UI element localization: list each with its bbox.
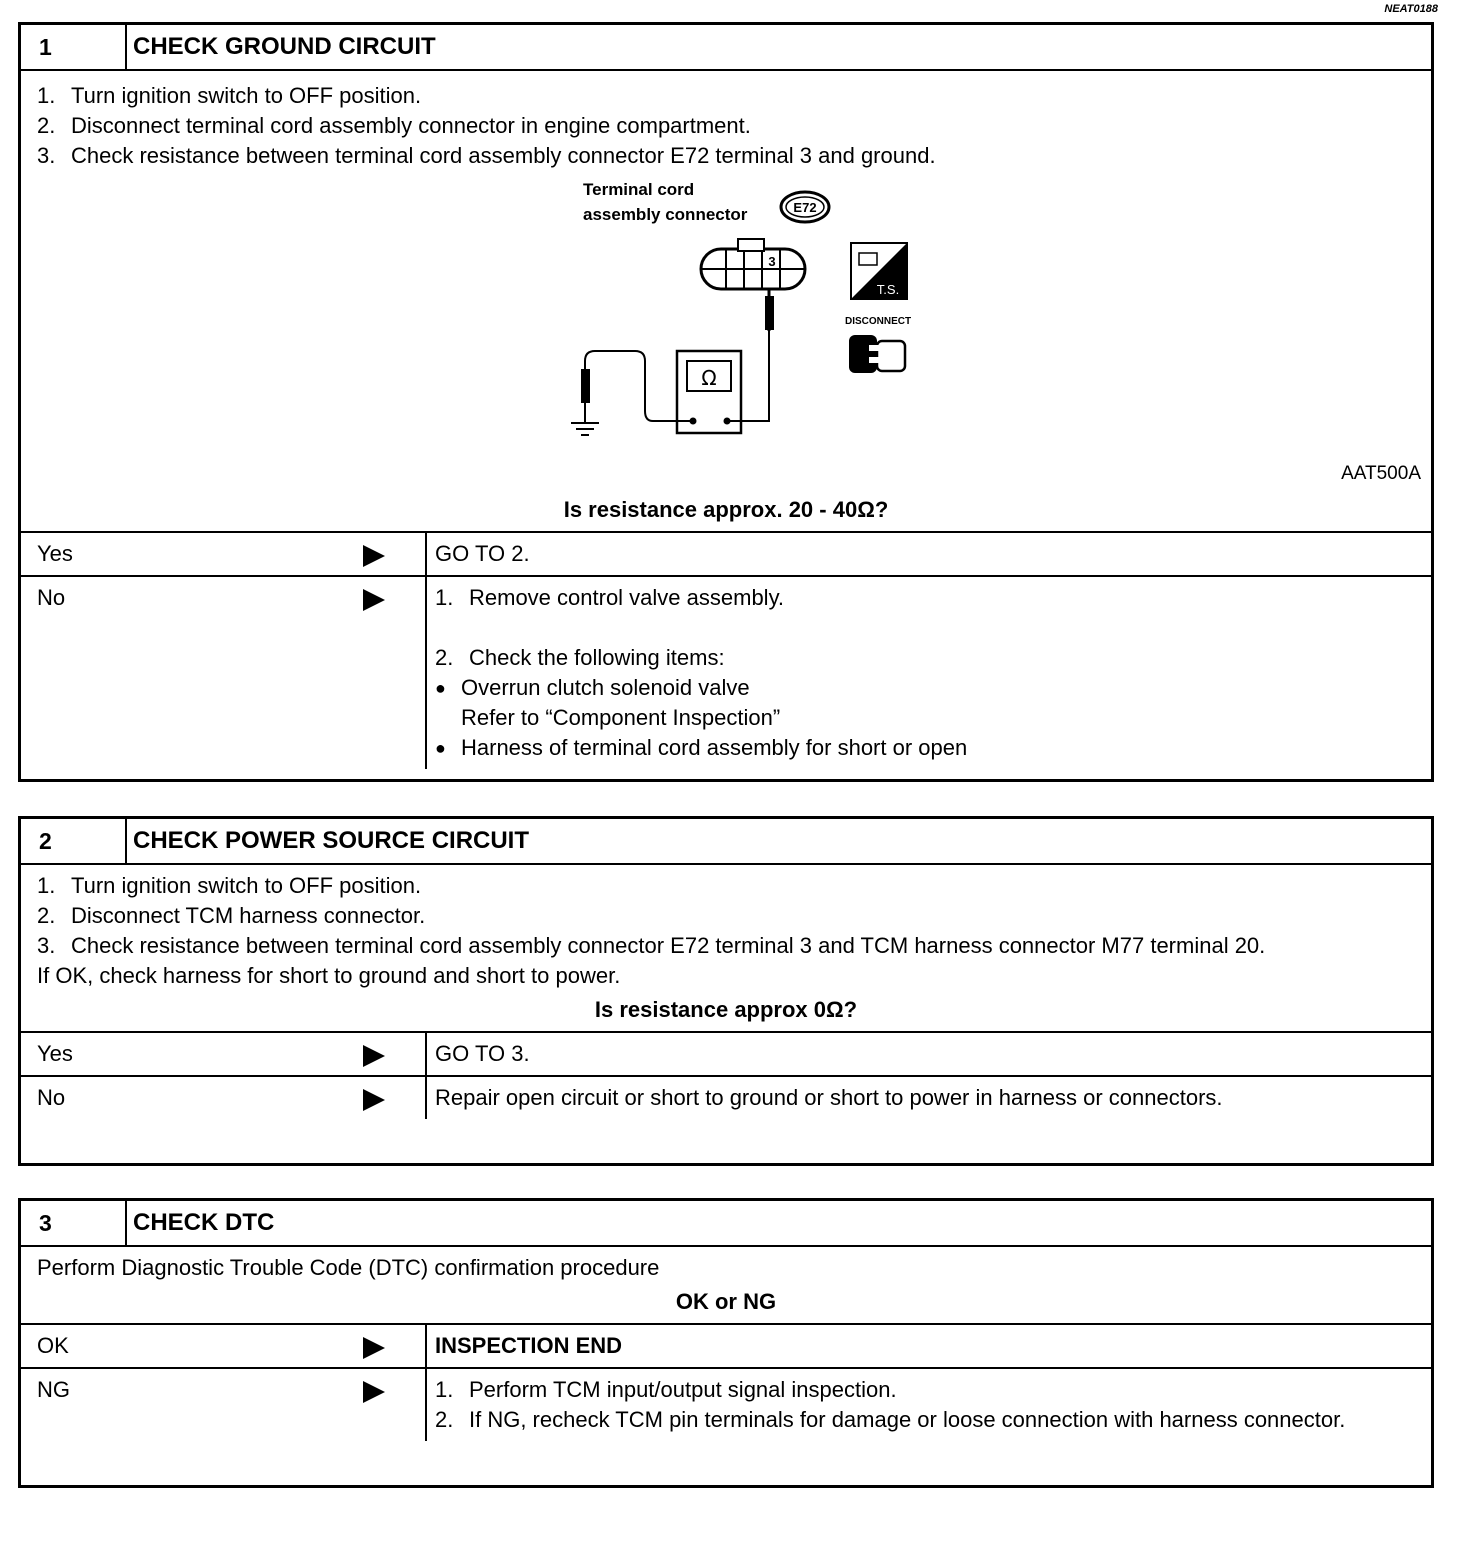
action-item: 1. Perform TCM input/output signal inspection. xyxy=(435,1377,897,1402)
ts-label: T.S. xyxy=(876,282,900,297)
terminal-number: 3 xyxy=(768,254,776,269)
disconnect-label: DISCONNECT xyxy=(845,316,912,327)
result-label: Yes xyxy=(37,541,73,566)
result-label: Yes xyxy=(37,1041,73,1066)
ground-wire xyxy=(571,351,693,435)
check-question: Is resistance approx 0Ω? xyxy=(594,997,858,1022)
connector-code: E72 xyxy=(793,200,817,215)
diagram-label-line2: assembly connector xyxy=(583,205,748,224)
arrow-icon xyxy=(355,1077,425,1119)
step-title: CHECK GROUND CIRCUIT xyxy=(133,33,436,60)
ground-circuit-diagram xyxy=(21,171,1431,491)
result-action xyxy=(425,1369,1431,1441)
result-row-ok xyxy=(21,1323,1431,1367)
result-action: INSPECTION END xyxy=(425,1325,1431,1367)
step-instructions xyxy=(21,1247,1431,1283)
instruction-text: Perform Diagnostic Trouble Code (DTC) confirmation procedure xyxy=(37,1255,660,1280)
step-title: CHECK POWER SOURCE CIRCUIT xyxy=(133,827,530,854)
connector-code-badge xyxy=(781,192,829,222)
arrow-icon xyxy=(355,577,425,769)
ts-icon xyxy=(851,243,907,299)
arrow-icon xyxy=(355,1033,425,1075)
bullet-item: ● Overrun clutch solenoid valve xyxy=(435,673,1423,703)
result-row-yes xyxy=(21,531,1431,575)
arrow-icon xyxy=(355,1325,425,1367)
action-item: 2. If NG, recheck TCM pin terminals for damage or loose connection with harness connector. xyxy=(435,1407,1346,1432)
instruction-item: 2. Disconnect TCM harness connector. xyxy=(37,903,426,928)
instruction-item: 1. Turn ignition switch to OFF position. xyxy=(37,873,422,898)
result-row-no xyxy=(21,1075,1431,1119)
result-action xyxy=(425,577,1431,769)
arrow-icon xyxy=(355,533,425,575)
bullet-icon: ● xyxy=(435,738,446,758)
result-action: GO TO 2. xyxy=(425,533,1431,575)
result-label: OK xyxy=(37,1333,69,1358)
bullet-subitem: Refer to “Component Inspection” xyxy=(461,705,781,730)
instruction-item: 3. Check resistance between terminal cord assembly connector E72 terminal 3 and TCM harness connector M77 terminal 20. xyxy=(37,933,1266,958)
result-label: No xyxy=(37,1085,66,1110)
diagram-label-line1: Terminal cord xyxy=(583,180,695,199)
step-title: CHECK DTC xyxy=(133,1209,275,1236)
result-row-ng xyxy=(21,1367,1431,1441)
instruction-item: 3. Check resistance between terminal cord assembly connector E72 terminal 3 and ground. xyxy=(37,143,936,168)
page-reference-code: NEAT0188 xyxy=(1384,3,1438,15)
instruction-item: 2. Disconnect terminal cord assembly connector in engine compartment. xyxy=(37,113,751,138)
check-question: Is resistance approx. 20 - 40Ω? xyxy=(563,497,889,522)
step-number: 1 xyxy=(21,25,127,69)
result-row-no xyxy=(21,575,1431,769)
step-block-1 xyxy=(18,22,1434,782)
result-action: GO TO 3. xyxy=(425,1033,1431,1075)
step-block-2 xyxy=(18,816,1434,1166)
check-question: OK or NG xyxy=(675,1289,777,1314)
instruction-item: 1. Turn ignition switch to OFF position. xyxy=(37,83,422,108)
wiring-diagram xyxy=(541,171,961,471)
step-header xyxy=(21,25,1431,71)
step-block-3 xyxy=(18,1198,1434,1488)
action-item: 2. Check the following items: xyxy=(435,645,725,670)
bullet-icon: ● xyxy=(435,678,446,698)
step-instructions xyxy=(21,865,1431,991)
result-label: No xyxy=(37,585,66,610)
probe-wire xyxy=(727,289,774,421)
bullet-item: ● Harness of terminal cord assembly for short or open xyxy=(435,733,1423,763)
result-row-yes xyxy=(21,1031,1431,1075)
connector-icon xyxy=(701,239,805,289)
step-number: 3 xyxy=(21,1201,127,1245)
step-instructions xyxy=(21,71,1431,171)
note-text: If OK, check harness for short to ground and short to power. xyxy=(37,963,621,988)
disconnect-icon xyxy=(845,316,911,373)
action-item: 1. Remove control valve assembly. xyxy=(435,585,785,610)
figure-code: AAT500A xyxy=(1341,463,1421,484)
result-action: Repair open circuit or short to ground or short to power in harness or connectors. xyxy=(425,1077,1431,1119)
arrow-icon xyxy=(355,1369,425,1441)
step-header xyxy=(21,819,1431,865)
step-header xyxy=(21,1201,1431,1247)
result-label: NG xyxy=(37,1377,70,1402)
meter-symbol: Ω xyxy=(701,366,717,390)
step-number: 2 xyxy=(21,819,127,863)
